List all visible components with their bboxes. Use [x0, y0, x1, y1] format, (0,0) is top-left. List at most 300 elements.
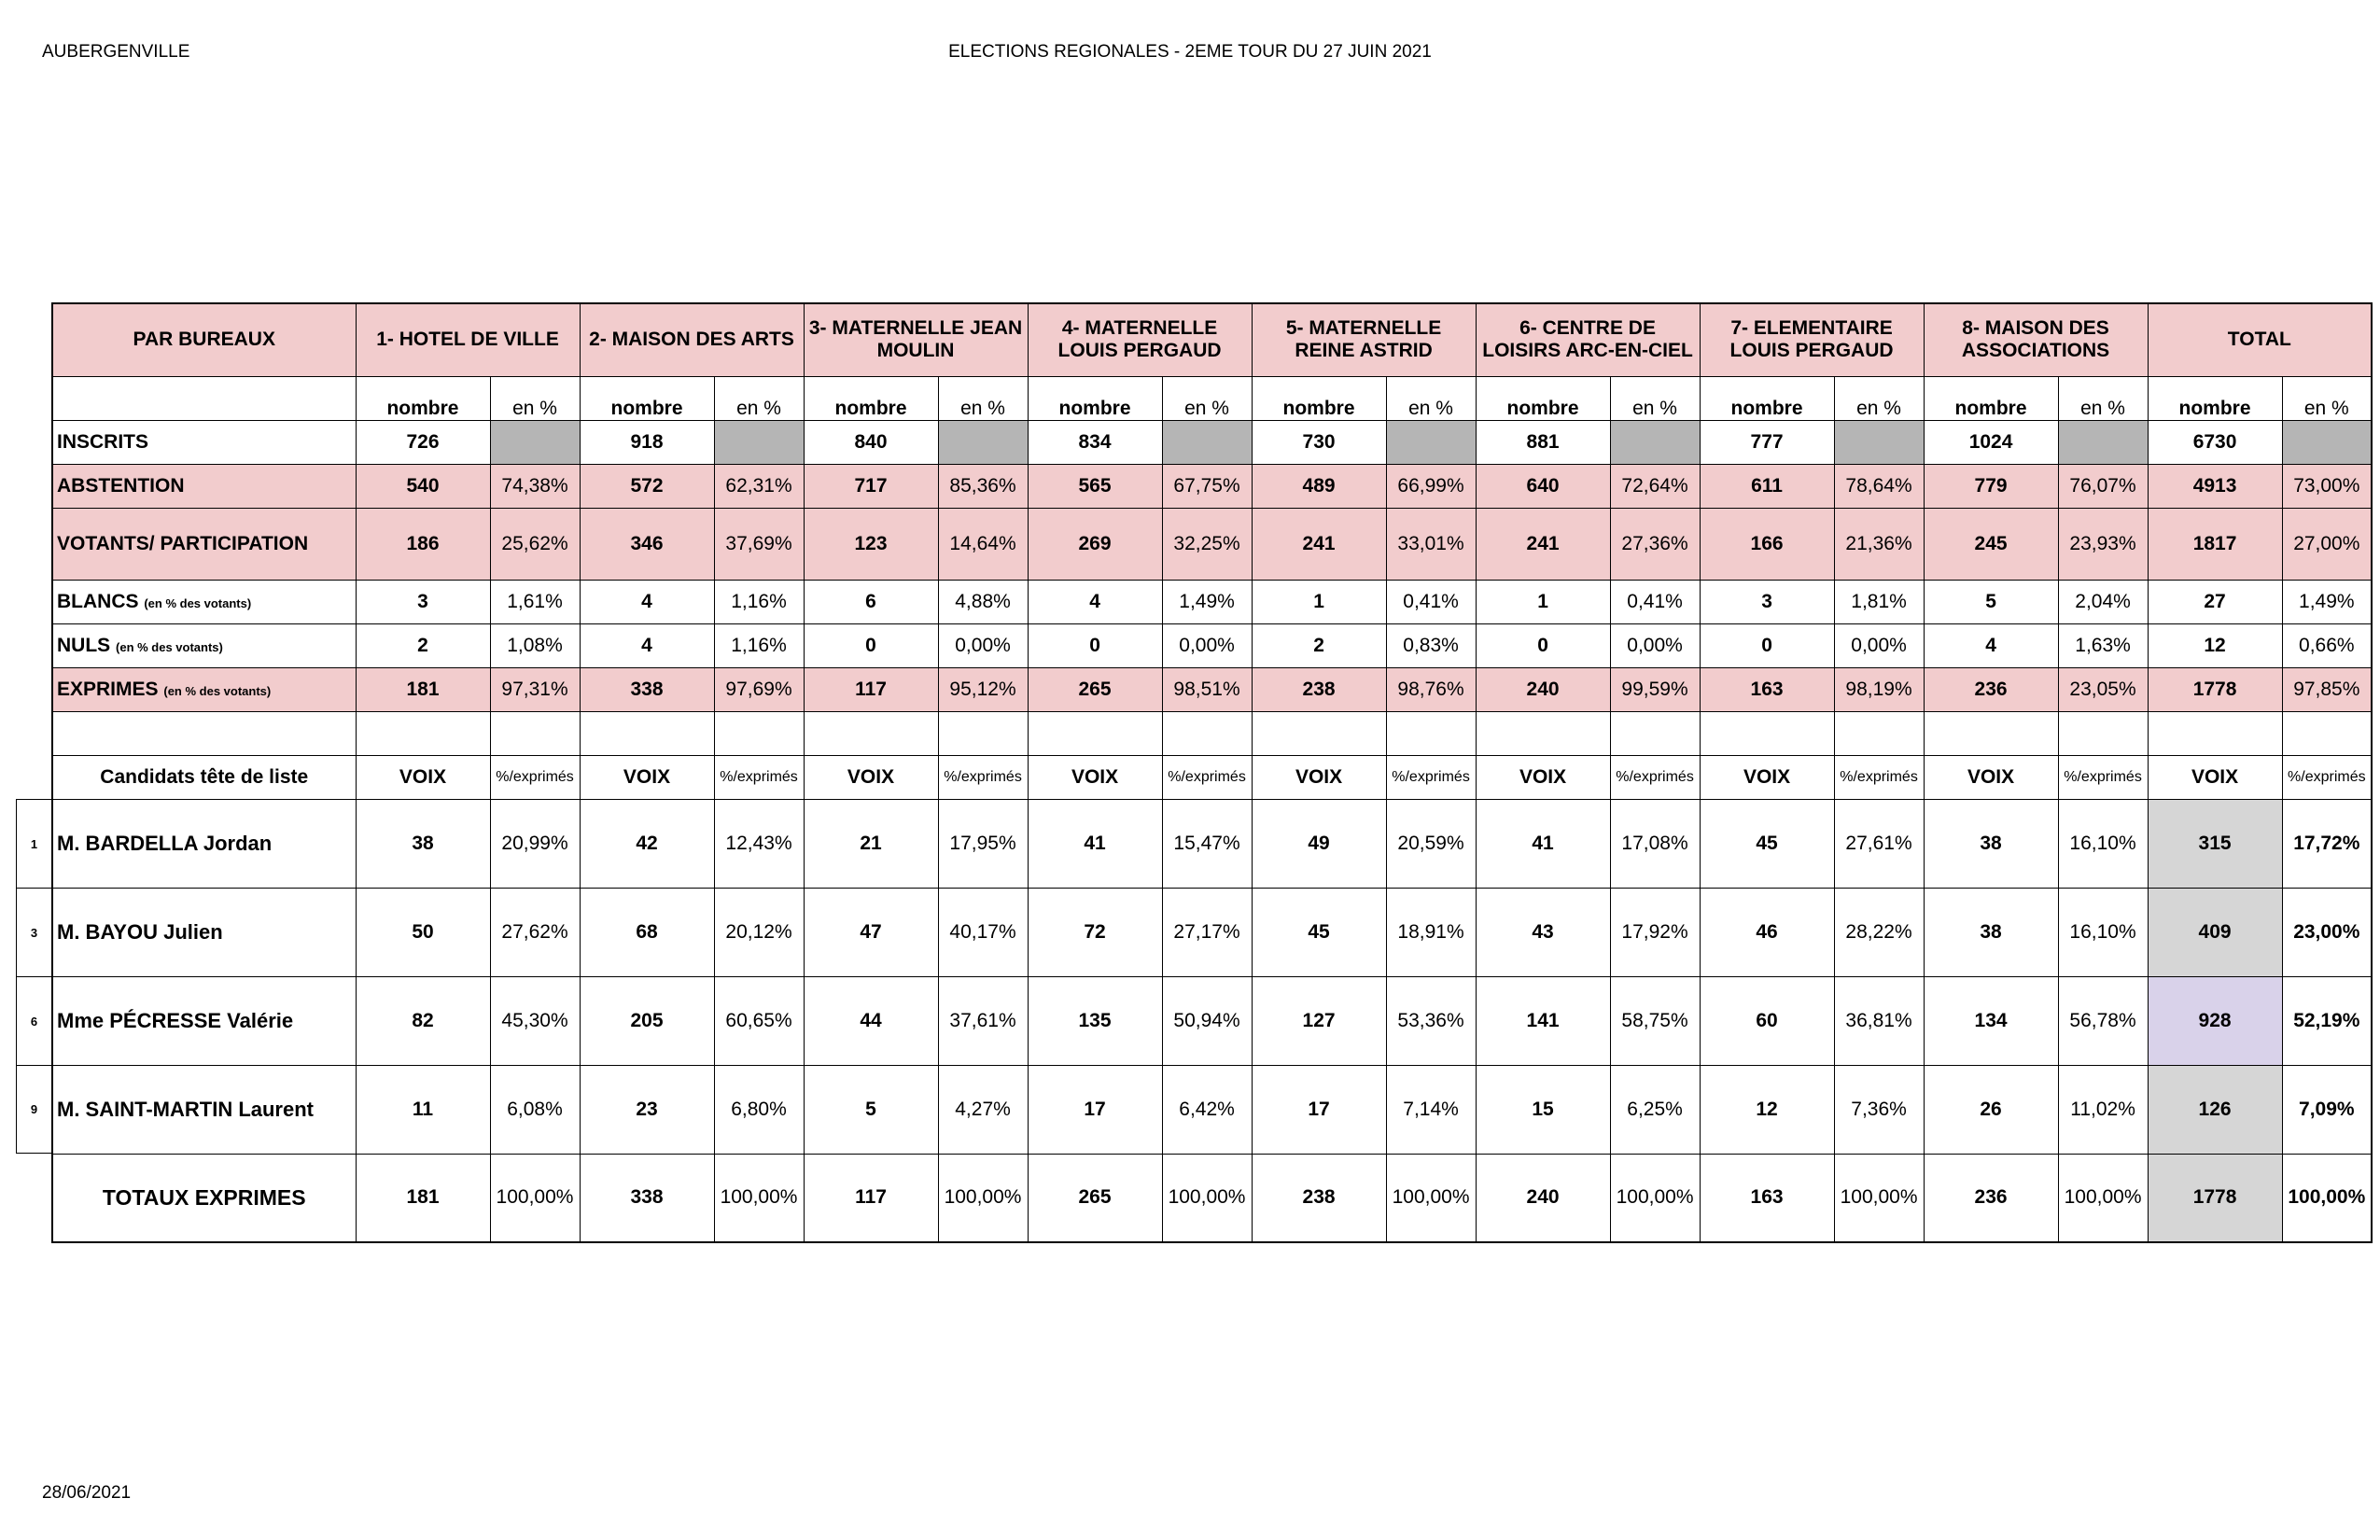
stat-pct: 62,31% [714, 464, 804, 508]
candidate-voix: 134 [1924, 976, 2058, 1065]
stat-label-text: BLANCS [57, 590, 139, 612]
total-voix: 117 [804, 1154, 938, 1242]
subheader-row [52, 376, 2372, 420]
stat-pct [714, 420, 804, 464]
candidates-header: Candidats tête de liste [52, 755, 356, 799]
candidate-voix: 17 [1252, 1065, 1386, 1154]
candidate-voix: 127 [1252, 976, 1386, 1065]
stat-number: 2 [356, 623, 490, 667]
candidate-voix: 45 [1700, 799, 1834, 888]
stat-pct: 32,25% [1162, 508, 1252, 580]
city-name: AUBERGENVILLE [42, 42, 190, 62]
stat-number: 4 [1028, 580, 1162, 623]
totals-row [52, 1154, 2372, 1242]
stat-pct: 1,49% [2282, 580, 2372, 623]
stat-row [52, 508, 2372, 580]
candidate-pct: 17,92% [1610, 888, 1700, 976]
stat-number: 4913 [2148, 464, 2282, 508]
stat-number: 0 [1476, 623, 1610, 667]
candidate-voix: 43 [1476, 888, 1610, 976]
stat-pct: 99,59% [1610, 667, 1700, 711]
candidate-voix: 409 [2148, 888, 2282, 976]
stat-pct: 0,83% [1386, 623, 1476, 667]
stat-label [52, 508, 356, 580]
stat-pct: 23,05% [2058, 667, 2148, 711]
stat-pct: 27,36% [1610, 508, 1700, 580]
candidate-pct: 37,61% [938, 976, 1028, 1065]
stat-number: 726 [356, 420, 490, 464]
stat-number: 640 [1476, 464, 1610, 508]
sub-pct: en % [1162, 376, 1252, 420]
candidate-pct: 17,72% [2282, 799, 2372, 888]
candidate-voix: 72 [1028, 888, 1162, 976]
pct-exprimes-header: %/exprimés [938, 755, 1028, 799]
candidate-pct: 60,65% [714, 976, 804, 1065]
candidate-pct: 17,95% [938, 799, 1028, 888]
stat-pct [1834, 420, 1924, 464]
candidate-name: M. BARDELLA Jordan [52, 799, 356, 888]
stat-number: 1 [1252, 580, 1386, 623]
voix-header: VOIX [804, 755, 938, 799]
stat-pct: 4,88% [938, 580, 1028, 623]
candidate-pct: 53,36% [1386, 976, 1476, 1065]
stat-number: 241 [1252, 508, 1386, 580]
candidate-pct: 16,10% [2058, 799, 2148, 888]
sub-pct: en % [714, 376, 804, 420]
candidates-header-row [52, 755, 2372, 799]
stat-pct: 1,16% [714, 623, 804, 667]
candidate-index: 6 [16, 976, 51, 1065]
stat-pct: 78,64% [1834, 464, 1924, 508]
voix-header: VOIX [2148, 755, 2282, 799]
candidate-voix: 15 [1476, 1065, 1610, 1154]
candidate-index: 1 [16, 799, 51, 888]
stat-row [52, 667, 2372, 711]
candidate-pct: 7,09% [2282, 1065, 2372, 1154]
candidate-pct: 45,30% [490, 976, 580, 1065]
candidate-pct: 6,08% [490, 1065, 580, 1154]
stat-pct: 0,66% [2282, 623, 2372, 667]
stat-label-text: ABSTENTION [57, 474, 185, 497]
empty-cell [1700, 711, 1834, 755]
stat-label [52, 420, 356, 464]
candidate-name: M. SAINT-MARTIN Laurent [52, 1065, 356, 1154]
empty-cell [1162, 711, 1252, 755]
candidate-voix: 126 [2148, 1065, 2282, 1154]
candidate-voix: 38 [1924, 799, 2058, 888]
candidate-voix: 12 [1700, 1065, 1834, 1154]
sub-pct: en % [1610, 376, 1700, 420]
pct-exprimes-header: %/exprimés [1162, 755, 1252, 799]
pct-exprimes-header: %/exprimés [2058, 755, 2148, 799]
stat-row [52, 623, 2372, 667]
stat-pct: 97,85% [2282, 667, 2372, 711]
candidate-voix: 5 [804, 1065, 938, 1154]
stat-pct: 0,00% [1162, 623, 1252, 667]
stat-number: 834 [1028, 420, 1162, 464]
stat-pct [1162, 420, 1252, 464]
stat-pct: 0,41% [1386, 580, 1476, 623]
stat-pct: 1,63% [2058, 623, 2148, 667]
stat-number: 163 [1700, 667, 1834, 711]
stat-number: 717 [804, 464, 938, 508]
stat-number: 777 [1700, 420, 1834, 464]
stat-number: 241 [1476, 508, 1610, 580]
candidate-pct: 36,81% [1834, 976, 1924, 1065]
stat-pct: 66,99% [1386, 464, 1476, 508]
stat-number: 0 [1028, 623, 1162, 667]
pct-exprimes-header: %/exprimés [1834, 755, 1924, 799]
empty-cell [580, 711, 714, 755]
stat-note: (en % des votants) [144, 595, 252, 610]
stat-pct: 0,00% [1834, 623, 1924, 667]
stat-label [52, 464, 356, 508]
stat-number: 5 [1924, 580, 2058, 623]
candidate-pct: 7,14% [1386, 1065, 1476, 1154]
stat-label [52, 623, 356, 667]
stat-number: 840 [804, 420, 938, 464]
empty-cell [52, 711, 356, 755]
stat-number: 6730 [2148, 420, 2282, 464]
candidate-voix: 928 [2148, 976, 2282, 1065]
total-voix: 338 [580, 1154, 714, 1242]
total-pct: 100,00% [1834, 1154, 1924, 1242]
total-pct: 100,00% [1162, 1154, 1252, 1242]
empty-cell [1834, 711, 1924, 755]
candidate-pct: 7,36% [1834, 1065, 1924, 1154]
corner-label: PAR BUREAUX [52, 303, 356, 376]
total-voix: 163 [1700, 1154, 1834, 1242]
stat-pct [2058, 420, 2148, 464]
sub-nombre: nombre [1252, 376, 1386, 420]
candidate-pct: 20,99% [490, 799, 580, 888]
pct-exprimes-header: %/exprimés [2282, 755, 2372, 799]
stat-number: 6 [804, 580, 938, 623]
stat-pct: 33,01% [1386, 508, 1476, 580]
sub-pct: en % [1386, 376, 1476, 420]
candidate-voix: 141 [1476, 976, 1610, 1065]
stat-number: 346 [580, 508, 714, 580]
candidate-row [52, 1065, 2372, 1154]
voix-header: VOIX [1476, 755, 1610, 799]
stat-pct: 27,00% [2282, 508, 2372, 580]
stat-label-text: VOTANTS/ PARTICIPATION [57, 532, 309, 554]
candidate-pct: 11,02% [2058, 1065, 2148, 1154]
candidate-index: 3 [16, 888, 51, 976]
stat-number: 238 [1252, 667, 1386, 711]
candidate-pct: 16,10% [2058, 888, 2148, 976]
voix-header: VOIX [356, 755, 490, 799]
stat-number: 236 [1924, 667, 2058, 711]
voix-header: VOIX [1028, 755, 1162, 799]
stat-pct: 98,51% [1162, 667, 1252, 711]
candidate-voix: 41 [1028, 799, 1162, 888]
total-voix: 181 [356, 1154, 490, 1242]
stat-number: 269 [1028, 508, 1162, 580]
candidate-voix: 135 [1028, 976, 1162, 1065]
candidate-name: Mme PÉCRESSE Valérie [52, 976, 356, 1065]
sub-pct: en % [938, 376, 1028, 420]
stat-number: 1778 [2148, 667, 2282, 711]
empty-cell [2058, 711, 2148, 755]
blank-row [52, 711, 2372, 755]
empty-cell [52, 376, 356, 420]
stat-pct [490, 420, 580, 464]
stat-pct: 0,41% [1610, 580, 1700, 623]
candidate-pct: 18,91% [1386, 888, 1476, 976]
empty-cell [356, 711, 490, 755]
total-voix: 240 [1476, 1154, 1610, 1242]
sub-pct: en % [490, 376, 580, 420]
stat-pct: 85,36% [938, 464, 1028, 508]
empty-cell [490, 711, 580, 755]
empty-cell [1028, 711, 1162, 755]
stat-pct: 23,93% [2058, 508, 2148, 580]
stat-number: 245 [1924, 508, 2058, 580]
sub-nombre: nombre [1476, 376, 1610, 420]
sub-nombre: nombre [2148, 376, 2282, 420]
candidate-voix: 41 [1476, 799, 1610, 888]
candidate-pct: 40,17% [938, 888, 1028, 976]
bureau-header: 2- MAISON DES ARTS [580, 303, 804, 376]
total-voix: 238 [1252, 1154, 1386, 1242]
stat-number: 540 [356, 464, 490, 508]
candidate-row [52, 799, 2372, 888]
sub-nombre: nombre [1700, 376, 1834, 420]
stat-number: 730 [1252, 420, 1386, 464]
empty-cell [804, 711, 938, 755]
candidate-voix: 60 [1700, 976, 1834, 1065]
candidate-name: M. BAYOU Julien [52, 888, 356, 976]
stat-pct: 1,49% [1162, 580, 1252, 623]
candidate-voix: 82 [356, 976, 490, 1065]
bureau-header: 6- CENTRE DE LOISIRS ARC-EN-CIEL [1476, 303, 1700, 376]
pct-exprimes-header: %/exprimés [1386, 755, 1476, 799]
sub-pct: en % [2282, 376, 2372, 420]
voix-header: VOIX [1252, 755, 1386, 799]
candidate-pct: 20,59% [1386, 799, 1476, 888]
stat-pct: 74,38% [490, 464, 580, 508]
candidate-pct: 4,27% [938, 1065, 1028, 1154]
candidate-voix: 42 [580, 799, 714, 888]
stat-label [52, 580, 356, 623]
pct-exprimes-header: %/exprimés [714, 755, 804, 799]
stat-pct: 97,31% [490, 667, 580, 711]
results-table [51, 302, 2373, 1243]
total-pct: 100,00% [938, 1154, 1028, 1242]
stat-number: 489 [1252, 464, 1386, 508]
stat-number: 27 [2148, 580, 2282, 623]
total-pct: 100,00% [490, 1154, 580, 1242]
empty-cell [938, 711, 1028, 755]
stat-pct: 73,00% [2282, 464, 2372, 508]
stat-number: 881 [1476, 420, 1610, 464]
bureau-header: TOTAL [2148, 303, 2372, 376]
candidate-voix: 45 [1252, 888, 1386, 976]
candidate-index: 9 [16, 1065, 51, 1154]
pct-exprimes-header: %/exprimés [1610, 755, 1700, 799]
empty-cell [1476, 711, 1610, 755]
bureau-header: 8- MAISON DES ASSOCIATIONS [1924, 303, 2148, 376]
empty-cell [714, 711, 804, 755]
bureau-header: 5- MATERNELLE REINE ASTRID [1252, 303, 1476, 376]
voix-header: VOIX [1924, 755, 2058, 799]
candidate-voix: 23 [580, 1065, 714, 1154]
candidate-pct: 28,22% [1834, 888, 1924, 976]
stat-number: 186 [356, 508, 490, 580]
stat-row [52, 464, 2372, 508]
empty-cell [1924, 711, 2058, 755]
candidate-pct: 50,94% [1162, 976, 1252, 1065]
empty-cell [1610, 711, 1700, 755]
stat-pct: 67,75% [1162, 464, 1252, 508]
bureau-header: 3- MATERNELLE JEAN MOULIN [804, 303, 1028, 376]
candidate-pct: 58,75% [1610, 976, 1700, 1065]
empty-cell [2148, 711, 2282, 755]
bureau-header: 1- HOTEL DE VILLE [356, 303, 580, 376]
total-pct: 100,00% [2058, 1154, 2148, 1242]
stat-pct: 98,19% [1834, 667, 1924, 711]
candidate-pct: 6,42% [1162, 1065, 1252, 1154]
candidate-voix: 50 [356, 888, 490, 976]
voix-header: VOIX [580, 755, 714, 799]
stat-number: 166 [1700, 508, 1834, 580]
total-pct: 100,00% [1386, 1154, 1476, 1242]
candidate-pct: 27,17% [1162, 888, 1252, 976]
stat-note: (en % des votants) [163, 683, 272, 698]
stat-number: 4 [580, 580, 714, 623]
stat-pct: 25,62% [490, 508, 580, 580]
candidate-voix: 205 [580, 976, 714, 1065]
stat-pct [1610, 420, 1700, 464]
sub-pct: en % [2058, 376, 2148, 420]
stat-pct: 72,64% [1610, 464, 1700, 508]
stat-number: 565 [1028, 464, 1162, 508]
stat-number: 4 [1924, 623, 2058, 667]
stat-row [52, 580, 2372, 623]
stat-pct: 2,04% [2058, 580, 2148, 623]
candidate-pct: 23,00% [2282, 888, 2372, 976]
candidate-pct: 52,19% [2282, 976, 2372, 1065]
candidate-pct: 27,61% [1834, 799, 1924, 888]
stat-number: 1 [1476, 580, 1610, 623]
stat-label-text: EXPRIMES [57, 678, 159, 700]
stat-pct: 97,69% [714, 667, 804, 711]
candidate-voix: 21 [804, 799, 938, 888]
stat-pct: 1,08% [490, 623, 580, 667]
total-voix: 236 [1924, 1154, 2058, 1242]
stat-number: 1024 [1924, 420, 2058, 464]
stat-pct: 1,16% [714, 580, 804, 623]
candidate-voix: 49 [1252, 799, 1386, 888]
page-title: ELECTIONS REGIONALES - 2EME TOUR DU 27 JUIN 2021 [948, 42, 1432, 62]
candidate-voix: 44 [804, 976, 938, 1065]
stat-number: 265 [1028, 667, 1162, 711]
candidate-pct: 12,43% [714, 799, 804, 888]
stat-pct: 95,12% [938, 667, 1028, 711]
stat-pct: 76,07% [2058, 464, 2148, 508]
candidate-pct: 6,25% [1610, 1065, 1700, 1154]
empty-cell [1252, 711, 1386, 755]
stat-number: 3 [356, 580, 490, 623]
sub-nombre: nombre [1924, 376, 2058, 420]
stat-number: 2 [1252, 623, 1386, 667]
candidate-voix: 11 [356, 1065, 490, 1154]
stat-number: 3 [1700, 580, 1834, 623]
sub-nombre: nombre [356, 376, 490, 420]
bureau-header: 4- MATERNELLE LOUIS PERGAUD [1028, 303, 1252, 376]
bureau-header: 7- ELEMENTAIRE LOUIS PERGAUD [1700, 303, 1924, 376]
stat-number: 117 [804, 667, 938, 711]
candidate-row [52, 976, 2372, 1065]
candidate-voix: 68 [580, 888, 714, 976]
bureaux-header-row [52, 303, 2372, 376]
candidate-voix: 315 [2148, 799, 2282, 888]
stat-number: 4 [580, 623, 714, 667]
sub-nombre: nombre [1028, 376, 1162, 420]
candidate-pct: 56,78% [2058, 976, 2148, 1065]
candidate-voix: 38 [356, 799, 490, 888]
stat-pct: 14,64% [938, 508, 1028, 580]
stat-label-text: NULS [57, 634, 111, 656]
sub-nombre: nombre [580, 376, 714, 420]
total-voix: 1778 [2148, 1154, 2282, 1242]
stat-number: 12 [2148, 623, 2282, 667]
candidate-voix: 47 [804, 888, 938, 976]
total-pct: 100,00% [2282, 1154, 2372, 1242]
candidate-row [52, 888, 2372, 976]
total-voix: 265 [1028, 1154, 1162, 1242]
candidate-pct: 20,12% [714, 888, 804, 976]
candidate-pct: 27,62% [490, 888, 580, 976]
stat-number: 240 [1476, 667, 1610, 711]
candidate-voix: 26 [1924, 1065, 2058, 1154]
sub-nombre: nombre [804, 376, 938, 420]
stat-pct: 37,69% [714, 508, 804, 580]
stat-row [52, 420, 2372, 464]
total-pct: 100,00% [1610, 1154, 1700, 1242]
pct-exprimes-header: %/exprimés [490, 755, 580, 799]
stat-note: (en % des votants) [116, 639, 223, 654]
candidate-pct: 15,47% [1162, 799, 1252, 888]
candidate-voix: 38 [1924, 888, 2058, 976]
stat-label-text: INSCRITS [57, 430, 149, 453]
stat-number: 0 [804, 623, 938, 667]
sub-pct: en % [1834, 376, 1924, 420]
stat-pct [2282, 420, 2372, 464]
total-pct: 100,00% [714, 1154, 804, 1242]
stat-number: 123 [804, 508, 938, 580]
candidate-pct: 6,80% [714, 1065, 804, 1154]
stat-number: 611 [1700, 464, 1834, 508]
stat-number: 572 [580, 464, 714, 508]
stat-pct [938, 420, 1028, 464]
stat-number: 1817 [2148, 508, 2282, 580]
stat-pct: 1,81% [1834, 580, 1924, 623]
candidate-voix: 46 [1700, 888, 1834, 976]
stat-number: 918 [580, 420, 714, 464]
stat-label [52, 667, 356, 711]
stat-pct: 0,00% [1610, 623, 1700, 667]
empty-cell [2282, 711, 2372, 755]
stat-pct: 21,36% [1834, 508, 1924, 580]
stat-pct [1386, 420, 1476, 464]
stat-pct: 98,76% [1386, 667, 1476, 711]
voix-header: VOIX [1700, 755, 1834, 799]
candidate-voix: 17 [1028, 1065, 1162, 1154]
footer-date: 28/06/2021 [42, 1483, 132, 1503]
stat-pct: 1,61% [490, 580, 580, 623]
